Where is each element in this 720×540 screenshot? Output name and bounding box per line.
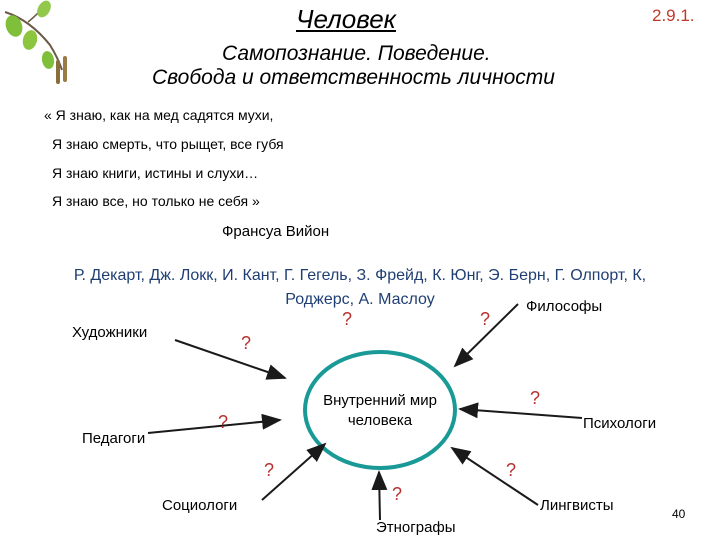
poem-line: « Я знаю, как на мед садятся мухи, <box>44 107 274 123</box>
subtitle-line-2: Свобода и ответственность личности <box>152 66 555 89</box>
page-number: 40 <box>672 507 686 521</box>
label-psychologists: Психологи <box>583 415 657 432</box>
thinkers-list: Р. Декарт, Дж. Локк, И. Кант, Г. Гегель, З. Фрейд, К. Юнг, Э. Берн, Г. Олпорт, К, Роджерс, А. Маслоу <box>73 267 647 308</box>
poem-author: Франсуа Вийон <box>222 223 330 240</box>
question-mark: ? <box>506 460 517 480</box>
arrow-artists <box>175 340 285 378</box>
question-mark: ? <box>241 333 252 353</box>
arrow-teachers <box>148 420 280 433</box>
subtitle-line-1: Самопознание. Поведение. <box>222 42 491 65</box>
question-mark: ? <box>342 309 353 329</box>
page-title: Человек <box>296 4 396 34</box>
arrow-psychologists <box>460 409 582 418</box>
section-code: 2.9.1. <box>652 6 695 25</box>
label-artists: Художники <box>72 324 148 341</box>
label-linguists: Лингвисты <box>540 497 614 514</box>
label-teachers: Педагоги <box>82 430 146 447</box>
poem-line: Я знаю смерть, что рыщет, все губя <box>52 136 284 152</box>
question-mark: ? <box>264 460 275 480</box>
question-mark: ? <box>530 388 541 408</box>
poem-line: Я знаю книги, истины и слухи… <box>52 165 259 181</box>
label-ethnographers: Этнографы <box>376 519 456 536</box>
center-label: Внутренний мир человека <box>323 392 437 429</box>
label-sociologists: Социологи <box>162 497 238 514</box>
question-mark: ? <box>218 412 229 432</box>
arrow-ethnographers <box>379 472 380 520</box>
arrow-linguists <box>452 448 538 505</box>
poem-line: Я знаю все, но только не себя » <box>52 193 260 209</box>
question-mark: ? <box>392 484 403 504</box>
label-philosophers: Философы <box>526 298 603 315</box>
question-mark: ? <box>480 309 491 329</box>
